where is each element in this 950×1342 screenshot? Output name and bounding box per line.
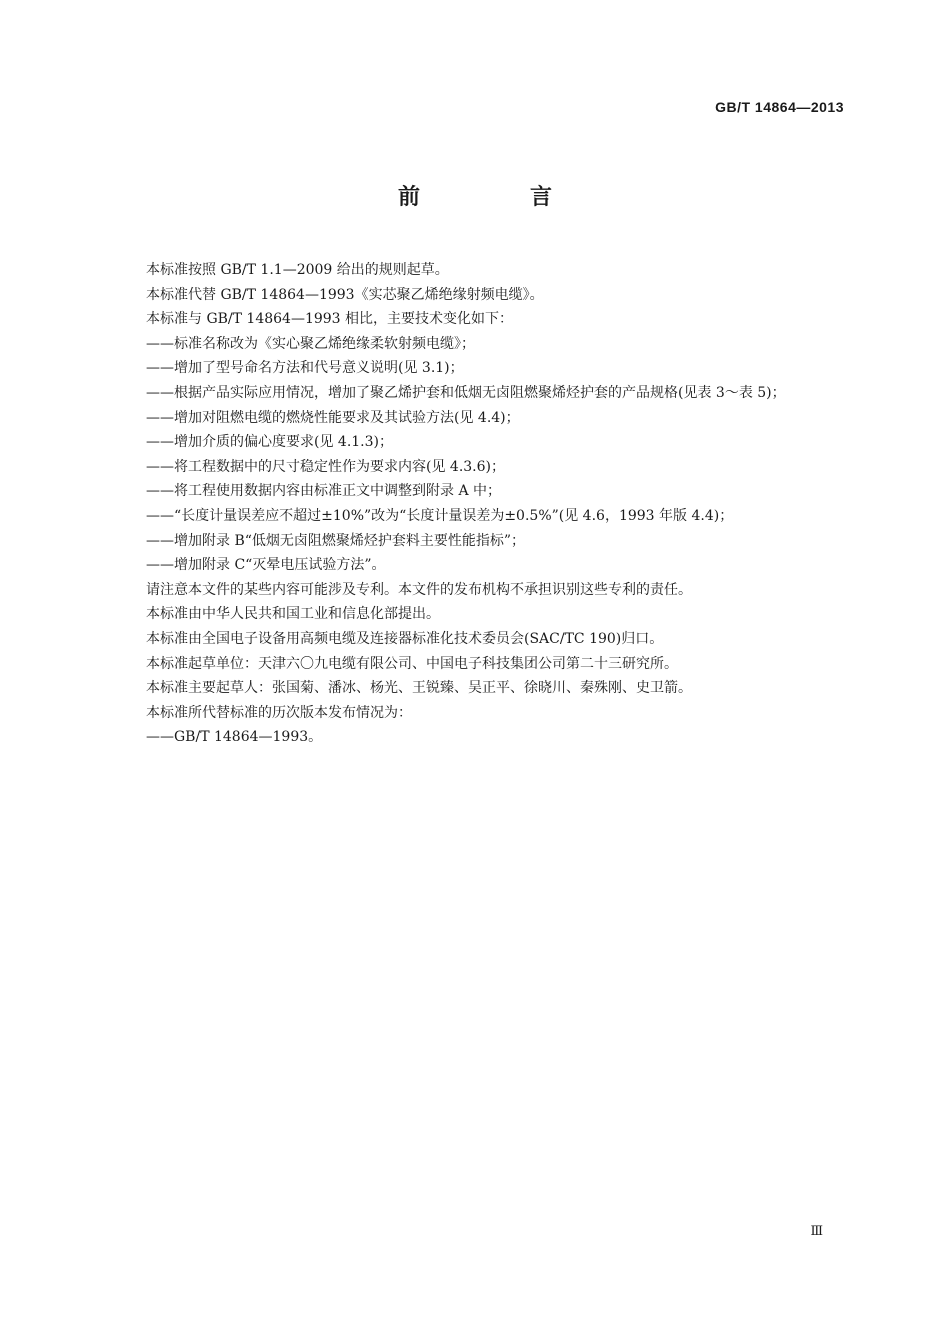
change-item: ——增加附录 B“低烟无卤阻燃聚烯烃护套料主要性能指标”； bbox=[146, 532, 526, 549]
paragraph-administered-by: 本标准由全国电子设备用高频电缆及连接器标准化技术委员会(SAC/TC 190)归口。 bbox=[146, 630, 664, 647]
change-item: ——增加介质的偏心度要求(见 4.1.3)； bbox=[146, 434, 393, 451]
change-item: ——标准名称改为《实心聚乙烯绝缘柔软射频电缆》； bbox=[146, 335, 475, 352]
paragraph-replaces: 本标准代替 GB/T 14864—1993《实芯聚乙烯绝缘射频电缆》。 bbox=[146, 286, 544, 303]
change-item: ——增加对阻燃电缆的燃烧性能要求及其试验方法(见 4.4)； bbox=[146, 409, 520, 426]
change-item: ——根据产品实际应用情况，增加了聚乙烯护套和低烟无卤阻燃聚烯烃护套的产品规格(见表 3～表 5)； bbox=[146, 384, 786, 401]
paragraph-patent-notice: 请注意本文件的某些内容可能涉及专利。本文件的发布机构不承担识别这些专利的责任。 bbox=[146, 581, 692, 598]
paragraph-proposed-by: 本标准由中华人民共和国工业和信息化部提出。 bbox=[146, 606, 440, 623]
paragraph-drafting-units: 本标准起草单位：天津六〇九电缆有限公司、中国电子科技集团公司第二十三研究所。 bbox=[146, 655, 678, 672]
change-item: ——将工程数据中的尺寸稳定性作为要求内容(见 4.3.6)； bbox=[146, 458, 505, 475]
standard-code-header: GB/T 14864—2013 bbox=[715, 99, 844, 115]
paragraph-drafters: 本标准主要起草人：张国菊、潘冰、杨光、王锐臻、吴正平、徐晓川、秦殊刚、史卫箭。 bbox=[146, 680, 692, 697]
change-item: ——增加了型号命名方法和代号意义说明(见 3.1)； bbox=[146, 360, 464, 377]
foreword-body bbox=[146, 258, 850, 750]
change-item: ——增加附录 C“灭晕电压试验方法”。 bbox=[146, 557, 386, 574]
change-item: ——“长度计量误差应不超过±10%”改为“长度计量误差为±0.5%”(见 4.6，1993 年版 4.4)； bbox=[146, 507, 734, 524]
history-item: ——GB/T 14864—1993。 bbox=[146, 729, 323, 746]
paragraph-history-intro: 本标准所代替标准的历次版本发布情况为： bbox=[146, 704, 412, 721]
paragraph-drafting-rules: 本标准按照 GB/T 1.1—2009 给出的规则起草。 bbox=[146, 262, 449, 278]
change-item: ——将工程使用数据内容由标准正文中调整到附录 A 中； bbox=[146, 483, 502, 500]
page-title: 前 言 bbox=[397, 185, 596, 210]
page-number: Ⅲ bbox=[810, 1224, 823, 1239]
paragraph-changes-intro: 本标准与 GB/T 14864—1993 相比，主要技术变化如下： bbox=[146, 311, 514, 328]
